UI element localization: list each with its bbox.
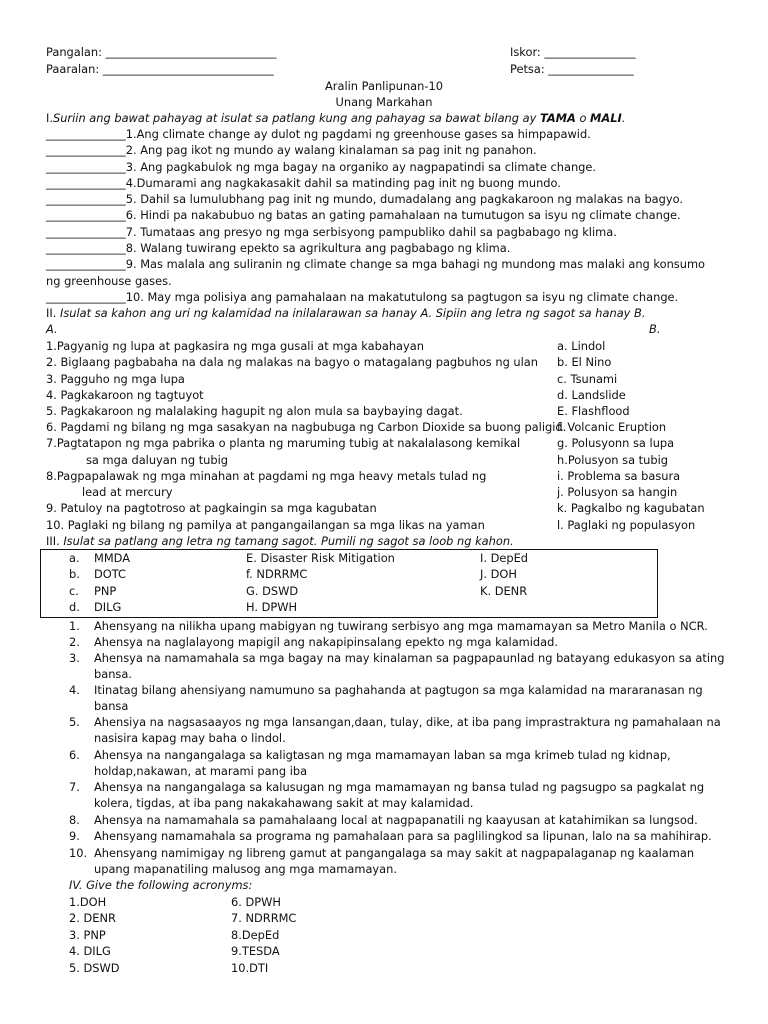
part3-item-number: 3. (69, 651, 80, 665)
part1-period: . (621, 111, 626, 125)
part2-instruction-text: Isulat sa kahon ang uri ng kalamidad na inilalarawan sa hanay A. Sipiin ang letra ng sagot sa hanay B. (56, 306, 646, 320)
part1-item: ______________10. May mga polisiya ang pamahalaan na makatutulong sa pagtugon sa isyu ng climate change. (46, 290, 679, 304)
part1-item: ______________6. Hindi pa nakabubuo ng batas an gating pamahalaan na tumutugon sa isyu ng climate change. (46, 208, 681, 222)
column-b-item: g. Polusyonn sa lupa (557, 436, 675, 450)
part3-item-number: 2. (69, 635, 80, 649)
choice-letter: b. (69, 567, 80, 581)
part3-item: Ahensiya na nagsasaayos ng mga lansangan,daan, tulay, dike, at iba pang imprastraktura ng pamahalaan na (94, 715, 721, 729)
choice-agency: DILG (94, 600, 122, 614)
part1-item-continuation: ng greenhouse gases. (46, 274, 172, 288)
column-b-item: l. Paglaki ng populasyon (557, 518, 696, 532)
choice-letter: c. (69, 584, 79, 598)
acronym-item: 10.DTI (231, 961, 269, 975)
part1-instruction-text: Suriin ang bawat pahayag at isulat sa patlang kung ang pahayag sa bawat bilang ay (52, 111, 540, 125)
part1-item: ______________4.Dumarami ang nagkakasakit dahil sa matinding pag init ng buong mundo. (46, 176, 561, 190)
acronym-item: 1.DOH (69, 895, 107, 909)
part3-item-continuation: upang mapanatiling malusog ang mga mamamayan. (94, 862, 397, 876)
part3-number: III. (46, 534, 60, 548)
column-b-item: c. Tsunami (557, 372, 618, 386)
part2-number: II. (46, 306, 57, 320)
part3-item: Ahensyang na nilikha upang mabigyan ng tuwirang serbisyo ang mga mamamayan sa Metro Manila o NCR. (94, 619, 708, 633)
part3-item-continuation: bansa. (94, 667, 132, 681)
acronym-item: 2. DENR (69, 911, 116, 925)
choice-item: E. Disaster Risk Mitigation (246, 551, 395, 565)
column-a-item: 3. Pagguho ng mga lupa (46, 372, 185, 386)
mali-label: MALI (590, 111, 622, 125)
column-a-item: 8.Pagpapalawak ng mga minahan at pagdami ng mga heavy metals tulad ng (46, 469, 487, 483)
column-a-item: 7.Pagtatapon ng mga pabrika o planta ng maruming tubig at nakalalasong kemikal (46, 436, 521, 450)
part3-item-number: 7. (69, 780, 80, 794)
acronym-item: 9.TESDA (231, 944, 280, 958)
part3-item-continuation: kolera, tigdas, at iba pang nakakahawang sakit at may kalamidad. (94, 796, 474, 810)
choice-agency: MMDA (94, 551, 131, 565)
part3-item-number: 5. (69, 715, 80, 729)
part3-item: Ahensyang namamahala sa programa ng pamahalaan para sa paglilingkod sa lipunan, lalo na sa mahihirap. (94, 829, 712, 843)
column-a-item: 2. Biglaang pagbabaha na dala ng malakas na bagyo o matagalang pagbuhos ng ulan (46, 355, 539, 369)
part3-item: Ahensya na naglalayong mapigil ang nakapipinsalang epekto ng mga kalamidad. (94, 635, 558, 649)
part3-item: Ahensyang namimigay ng libreng gamut at pangangalaga sa may sakit at nagpapalaganap ng kaalaman (94, 846, 695, 860)
choice-agency: PNP (94, 584, 117, 598)
column-a-item: 5. Pagkakaroon ng malalaking hagupit ng alon mula sa baybaying dagat. (46, 404, 463, 418)
column-b-item: b. El Nino (557, 355, 612, 369)
column-b-item: k. Pagkalbo ng kagubatan (557, 501, 705, 515)
part3-item-number: 9. (69, 829, 80, 843)
acronym-item: 5. DSWD (69, 961, 120, 975)
column-a-item: 9. Patuloy na pagtotroso at pagkaingin sa mga kagubatan (46, 501, 377, 515)
part3-item-number: 1. (69, 619, 80, 633)
acronym-item: 7. NDRRMC (231, 911, 297, 925)
column-a-item-continuation: sa mga daluyan ng tubig (86, 453, 228, 467)
column-b-label: B. (649, 322, 661, 336)
choice-item: I. DepEd (480, 551, 529, 565)
part3-item: Ahensya na nangangalaga sa kaligtasan ng mga mamamayan laban sa mga krimeb tulad ng kidnap, (94, 748, 671, 762)
part1-item: ______________9. Mas malala ang suliranin ng climate change sa mga bahagi ng mundong mas malaki ang konsumo (46, 257, 706, 271)
part3-item-number: 8. (69, 813, 80, 827)
school-field: Paaralan: ______________________________ (46, 62, 274, 76)
column-a-item: 4. Pagkakaroon ng tagtuyot (46, 388, 204, 402)
part3-item: Itinatag bilang ahensiyang namumuno sa paghahanda at pagtugon sa mga kalamidad na mararanasan ng (94, 683, 703, 697)
column-a-item-continuation: lead at mercury (82, 485, 173, 499)
part1-item: ______________3. Ang pagkabulok ng mga bagay na organiko ay nagpapatindi sa climate change. (46, 160, 597, 174)
choice-item: J. DOH (480, 567, 517, 581)
column-b-item: f. Volcanic Eruption (557, 420, 667, 434)
part1-item: ______________1.Ang climate change ay dulot ng pagdami ng greenhouse gases sa himpapawid. (46, 127, 591, 141)
column-b-item: E. Flashflood (557, 404, 630, 418)
date-field: Petsa: _______________ (510, 62, 634, 76)
part1-item: ______________5. Dahil sa lumulubhang pag init ng mundo, dumadalang ang pagkakaroon ng malakas na bagyo. (46, 192, 684, 206)
subject-title: Aralin Panlipunan-10 (325, 79, 443, 93)
acronym-item: 4. DILG (69, 944, 111, 958)
part3-item: Ahensya na namamahala sa mga bagay na may kinalaman sa pagpapaunlad ng batayang edukasyon sa ating (94, 651, 725, 665)
acronym-item: 6. DPWH (231, 895, 281, 909)
part3-item-number: 4. (69, 683, 80, 697)
acronym-item: 8.DepEd (231, 928, 280, 942)
part3-item-continuation: holdap,nakawan, at marami pang iba (94, 764, 308, 778)
score-field: Iskor: ________________ (510, 45, 636, 59)
choice-agency: DOTC (94, 567, 126, 581)
part3-item: Ahensya na namamahala sa pamahalaang local at nagpapanatili ng kaayusan at katahimikan sa lungsod. (94, 813, 698, 827)
column-b-item: i. Problema sa basura (557, 469, 681, 483)
part3-item-continuation: nasisira kapag may baha o lindol. (94, 731, 286, 745)
choice-item: G. DSWD (246, 584, 299, 598)
column-b-item: h.Polusyon sa tubig (557, 453, 668, 467)
choice-letter: d. (69, 600, 80, 614)
part3-item: Ahensya na nangangalaga sa kalusugan ng mga mamamayan ng bansa tulad ng pagsugpo sa pagkalat ng (94, 780, 705, 794)
part3-item-continuation: bansa (94, 699, 129, 713)
acronym-item: 3. PNP (69, 928, 106, 942)
column-a-item: 1.Pagyanig ng lupa at pagkasira ng mga gusali at mga kabahayan (46, 339, 424, 353)
column-b-item: j. Polusyon sa hangin (557, 485, 678, 499)
name-field: Pangalan: ______________________________ (46, 45, 277, 59)
part3-instruction (46, 533, 514, 549)
part1-item: ______________7. Tumataas ang presyo ng mga serbisyong pampubliko dahil sa pagbabago ng klima. (46, 225, 617, 239)
part1-item: ______________2. Ang pag ikot ng mundo ay walang kinalaman sa pag init ng panahon. (46, 143, 537, 157)
part1-number: I. (46, 111, 53, 125)
part3-item-number: 6. (69, 748, 80, 762)
choice-item: f. NDRRMC (246, 567, 308, 581)
part2-instruction (46, 305, 645, 321)
part3-item-number: 10. (69, 846, 88, 860)
column-a-item: 10. Paglaki ng bilang ng pamilya at pangangailangan sa mga likas na yaman (46, 518, 485, 532)
part1-or: o (575, 111, 591, 125)
quarter-title: Unang Markahan (335, 95, 433, 109)
part3-instruction-text: Isulat sa patlang ang letra ng tamang sagot. Pumili ng sagot sa loob ng kahon. (59, 534, 514, 548)
choice-letter: a. (69, 551, 80, 565)
choice-item: H. DPWH (246, 600, 298, 614)
column-a-item: 6. Pagdami ng bilang ng mga sasakyan na nagbubuga ng Carbon Dioxide sa buong paligid. (46, 420, 567, 434)
choice-item: K. DENR (480, 584, 528, 598)
column-b-item: a. Lindol (557, 339, 606, 353)
part1-instruction (46, 110, 625, 126)
part4-instruction: IV. Give the following acronyms: (69, 878, 253, 892)
column-b-item: d. Landslide (557, 388, 626, 402)
part1-item: ______________8. Walang tuwirang epekto sa agrikultura ang pagbabago ng klima. (46, 241, 511, 255)
tama-label: TAMA (539, 111, 576, 125)
column-a-label: A. (46, 322, 58, 336)
